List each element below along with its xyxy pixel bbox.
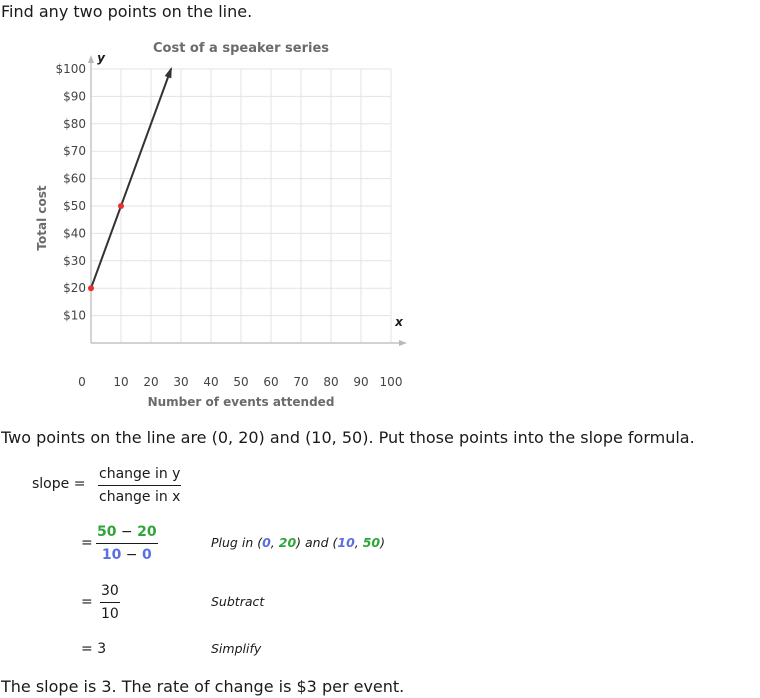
y-axis-title: Total cost xyxy=(35,185,49,251)
definition-numerator: change in y xyxy=(99,466,181,482)
conclusion-text: The slope is 3. The rate of change is $3 per event. xyxy=(1,677,405,696)
chart-tick-labels xyxy=(55,62,402,389)
slope-value: 3 xyxy=(97,641,107,657)
x-axis-letter: x xyxy=(395,315,403,329)
y-axis-letter: y xyxy=(97,51,105,65)
chart-title: Cost of a speaker series xyxy=(152,41,330,56)
data-point xyxy=(118,203,124,209)
y-tick-label: $80 xyxy=(63,116,86,131)
x-tick-label: 40 xyxy=(203,375,219,389)
plug-numerator: 50 − 20 xyxy=(97,524,157,540)
x-axis-title: Number of events attended xyxy=(147,395,335,409)
y-tick-label: $10 xyxy=(63,308,86,323)
pt2-x: 10 xyxy=(337,535,355,550)
y-tick-label: $70 xyxy=(63,144,86,159)
equals-sign: = xyxy=(81,535,93,551)
explanation-text: Two points on the line are (0, 20) and (10, 50). Put those points into the slope formula. xyxy=(1,428,695,447)
plug-denominator: 10 − 0 xyxy=(101,547,152,563)
slope-label: slope = xyxy=(32,476,86,492)
pt2-y: 50 xyxy=(362,535,381,550)
x-tick-label: 100 xyxy=(379,375,403,389)
plug-num-a: 50 xyxy=(97,524,117,540)
y-tick-label: $50 xyxy=(63,199,86,213)
simplify-result: = 3 xyxy=(81,641,107,657)
subtract-fraction xyxy=(100,583,120,622)
problem-prompt: Find any two points on the line. xyxy=(1,2,253,21)
y-tick-label: $30 xyxy=(63,253,86,268)
x-tick-label: 30 xyxy=(173,375,189,389)
plug-note: Plug in (0, 20) and (10, 50) xyxy=(211,535,386,550)
pt1-x: 0 xyxy=(262,535,271,550)
subtract-note: Subtract xyxy=(211,594,265,609)
slope-definition-fraction xyxy=(98,466,181,505)
x-tick-label: 60 xyxy=(263,375,279,389)
y-tick-label: $20 xyxy=(63,281,86,296)
chart-grid xyxy=(91,69,391,343)
y-tick-label: $60 xyxy=(63,171,86,186)
subtract-numerator: 30 xyxy=(101,583,119,599)
y-tick-label: $100 xyxy=(55,62,86,76)
x-axis-arrow xyxy=(399,340,407,346)
plug-den-a: 10 xyxy=(101,547,122,563)
y-tick-label: $90 xyxy=(63,89,86,104)
plug-num-b: 20 xyxy=(137,524,157,540)
origin-label: 0 xyxy=(78,375,86,389)
definition-denominator: change in x xyxy=(99,489,181,505)
plug-den-b: 0 xyxy=(141,547,152,563)
plug-fraction xyxy=(96,524,158,563)
x-tick-label: 90 xyxy=(353,375,369,389)
y-tick-label: $40 xyxy=(63,226,86,241)
simplify-note: Simplify xyxy=(211,641,262,656)
plug-note-prefix: Plug in ( xyxy=(211,535,263,550)
y-axis-arrow xyxy=(88,55,94,63)
slope-word: slope xyxy=(32,476,70,492)
equals-sign: = xyxy=(81,594,93,610)
subtract-denominator: 10 xyxy=(101,606,119,622)
line-chart xyxy=(0,34,440,414)
x-tick-label: 80 xyxy=(323,375,339,389)
x-tick-label: 50 xyxy=(233,375,249,389)
x-tick-label: 10 xyxy=(113,375,129,389)
pt1-y: 20 xyxy=(278,535,297,550)
x-tick-label: 70 xyxy=(293,375,309,389)
chart-axes xyxy=(88,51,407,346)
x-tick-label: 20 xyxy=(143,375,159,389)
data-point xyxy=(88,285,94,291)
